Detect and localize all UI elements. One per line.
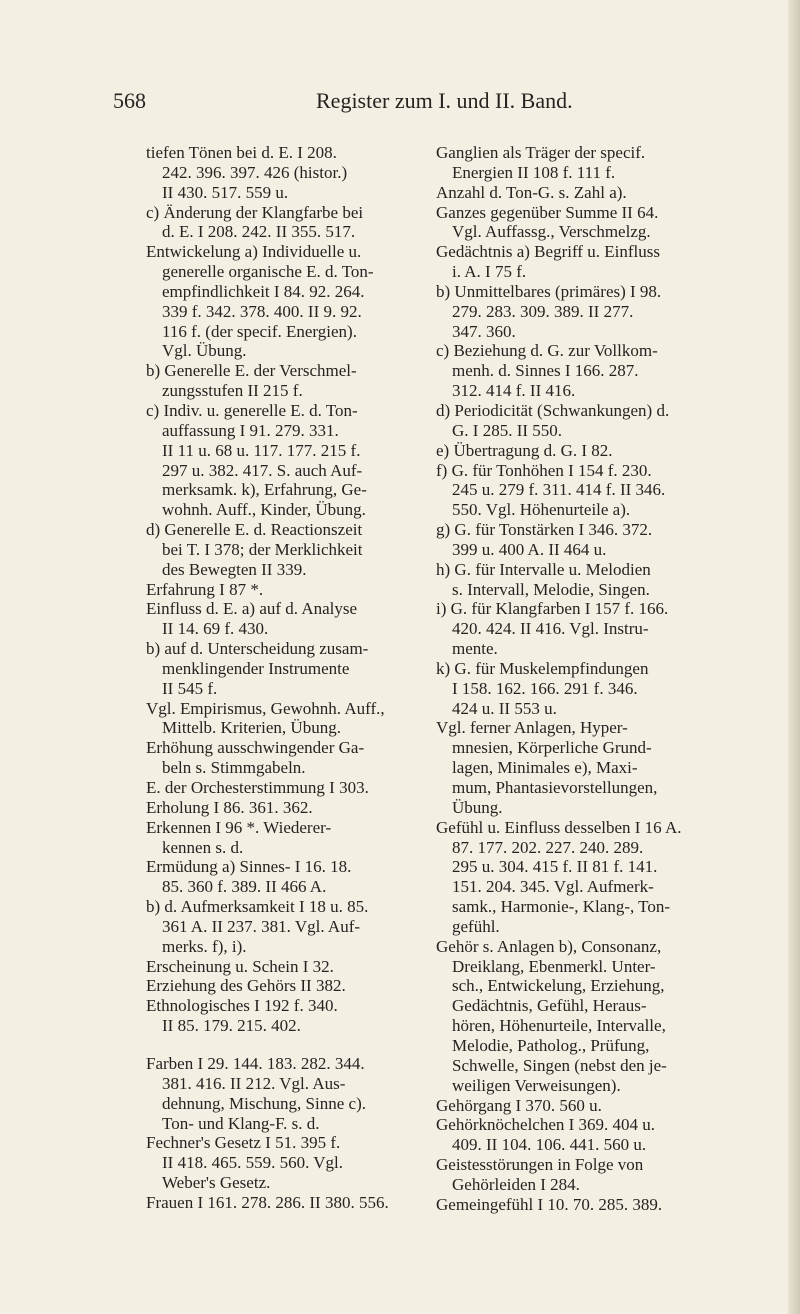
index-entry: Einfluss d. E. a) auf d. Analyse II 14. 69 f. 430.	[146, 599, 358, 639]
index-entry: Fechner's Gesetz I 51. 395 f. II 418. 465. 559. 560. Vgl. Weber's Gesetz.	[146, 1133, 344, 1193]
index-entry: E. der Orchesterstimmung I 303.	[146, 778, 369, 797]
index-entry: b) d. Aufmerksamkeit I 18 u. 85. 361 A. II 237. 381. Vgl. Auf- merks. f), i).	[146, 897, 369, 956]
index-entry: Gehörknöchelchen I 369. 404 u. 409. II 104. 106. 441. 560 u.	[436, 1115, 656, 1155]
page-header	[113, 88, 743, 118]
index-entry: Farben I 29. 144. 183. 282. 344. 381. 416. II 212. Vgl. Aus- dehnung, Mischung, Sinne c). Ton- und Klang-F. s. d.	[146, 1053, 366, 1133]
index-entry: Erholung I 86. 361. 362.	[146, 797, 313, 817]
index-entry: Gemeingefühl I 10. 70. 285. 389.	[436, 1194, 663, 1214]
index-entry: Ganzes gegenüber Summe II 64. Vgl. Auffassg., Verschmelzg.	[436, 202, 659, 242]
index-entry: h) G. für Intervalle u. Melodien s. Intervall, Melodie, Singen.	[436, 559, 651, 599]
index-entry: d) Periodicität (Schwankungen) d. G. I 285. II 550.	[436, 400, 670, 440]
index-entry: Ermüdung a) Sinnes- I 16. 18. 85. 360 f. 389. II 466 A.	[146, 857, 352, 897]
index-entry: b) Generelle E. der Verschmel- zungsstufen II 215 f.	[146, 361, 357, 401]
index-entry: Erscheinung u. Schein I 32.	[146, 956, 334, 976]
index-entry: Vgl. Empirismus, Gewohnh. Auff., Mittelb. Kriterien, Übung.	[146, 698, 385, 738]
index-entry: Gehörgang I 370. 560 u.	[436, 1095, 602, 1115]
index-entry: Ganglien als Träger der specif. Energien II 108 f. 111 f.	[436, 143, 646, 182]
index-entry: b) auf d. Unterscheidung zusam- menklingender Instrumente II 545 f.	[146, 639, 369, 698]
index-entry: Gehör s. Anlagen b), Consonanz, Dreiklang, Ebenmerkl. Unter- sch., Entwickelung, Erziehung, Gedächtnis, Gefühl, Heraus- hören, Höhenurteile, Intervalle, Melodie, Patholog., Prüfung, Schwelle, Singen (nebst den je- weiligen Verweisungen).	[436, 936, 667, 1095]
index-entry: k) G. für Muskelempfindungen I 158. 162. 166. 291 f. 346. 424 u. II 553 u.	[436, 658, 649, 718]
index-entry: d) Generelle E. d. Reactionszeit bei T. I 378; der Merklichkeit des Bewegten II 339.	[146, 520, 363, 579]
index-entry: Erziehung des Gehörs II 382.	[146, 976, 346, 996]
page-edge	[788, 0, 800, 1314]
index-entry: Geistesstörungen in Folge von Gehörleiden I 284.	[436, 1155, 644, 1194]
index-entry: i) G. für Klangfarben I 157 f. 166. 420. 424. II 416. Vgl. Instru- mente.	[436, 599, 669, 659]
index-entry: tiefen Tönen bei d. E. I 208. 242. 396. 397. 426 (histor.) II 430. 517. 559 u.	[146, 143, 348, 202]
index-entry: Frauen I 161. 278. 286. II 380. 556.	[146, 1192, 389, 1212]
index-entry: g) G. für Tonstärken I 346. 372. 399 u. 400 A. II 464 u.	[436, 520, 653, 559]
index-entry: c) Indiv. u. generelle E. d. Ton- auffassung I 91. 279. 331. II 11 u. 68 u. 117. 177. 215 f. 297 u. 382. 417. S. auch Auf- merksamk. k), Erfahrung, Ge- wohnh. Auff., Kinder, Übung.	[146, 400, 367, 520]
index-entry: Gefühl u. Einfluss desselben I 16 A. 87. 177. 202. 227. 240. 289. 295 u. 304. 415 f. II 81 f. 141. 151. 204. 345. Vgl. Aufmerk- samk., Harmonie-, Klang-, Ton- gefühl.	[436, 817, 682, 936]
index-entry: Anzahl d. Ton-G. s. Zahl a).	[436, 182, 627, 202]
index-entry: f) G. für Tonhöhen I 154 f. 230. 245 u. 279 f. 311. 414 f. II 346. 550. Vgl. Höhenurteile a).	[436, 460, 666, 520]
left-column	[146, 143, 446, 1213]
index-entry: Erkennen I 96 *. Wiederer- kennen s. d.	[146, 817, 332, 857]
index-entry: c) Beziehung d. G. zur Vollkom- menh. d. Sinnes I 166. 287. 312. 414 f. II 416.	[436, 341, 658, 401]
index-entry: Entwickelung a) Individuelle u. generelle organische E. d. Ton- empfindlichkeit I 84. 92. 264. 339 f. 342. 378. 400. II 9. 92. 116 f. (der specif. Energien). Vgl. Übung.	[146, 242, 374, 361]
index-entry: c) Änderung der Klangfarbe bei d. E. I 208. 242. II 355. 517.	[146, 202, 364, 242]
index-entry: b) Unmittelbares (primäres) I 98. 279. 283. 309. 389. II 277. 347. 360.	[436, 281, 662, 341]
index-entry: Erfahrung I 87 *.	[146, 579, 264, 599]
index-entry: Gedächtnis a) Begriff u. Einfluss i. A. I 75 f.	[436, 242, 660, 282]
index-entry: e) Übertragung d. G. I 82.	[436, 440, 613, 460]
running-title: Register zum I. und II. Band.	[316, 88, 573, 113]
page-number: 568	[113, 88, 146, 113]
index-entry: Vgl. ferner Anlagen, Hyper- mnesien, Körperliche Grund- lagen, Minimales e), Maxi- mum, Phantasievorstellungen, Übung.	[436, 718, 658, 817]
index-entry: Erhöhung ausschwingender Ga- beln s. Stimmgabeln.	[146, 738, 365, 778]
index-entry: Ethnologisches I 192 f. 340. II 85. 179. 215. 402.	[146, 996, 338, 1036]
right-column	[436, 143, 736, 1215]
